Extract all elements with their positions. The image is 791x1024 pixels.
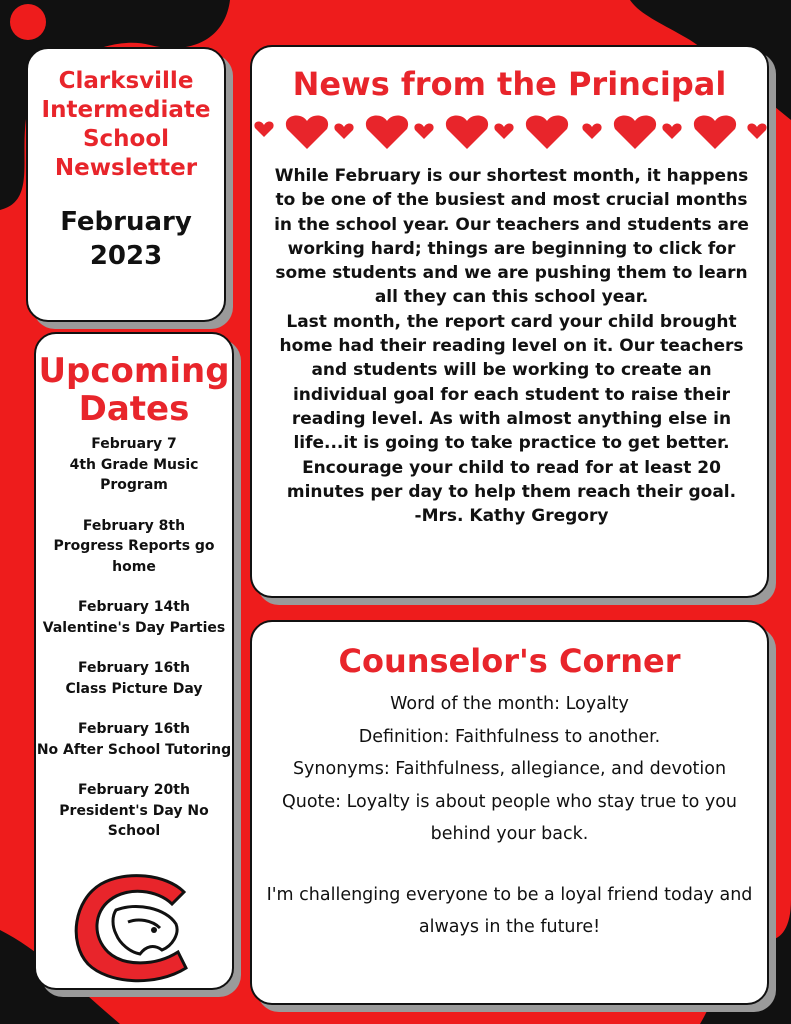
event-date: February 14th — [78, 599, 190, 615]
news-paragraph-2: Last month, the report card your child brought home had their reading level on it. Our teachers and students will be working to create an individual goal for each student to raise their reading level. As with almost anything else in life...it is going to take practice to get better. Encourage your child to read for at least 20 minutes per day to help them reach their goal. — [279, 311, 744, 502]
word-of-month: Word of the month: Loyalty — [390, 694, 629, 714]
event-item — [36, 597, 232, 638]
upcoming-dates-card — [34, 332, 234, 990]
challenge: I'm challenging everyone to be a loyal friend today and always in the future! — [266, 884, 753, 937]
event-desc: Valentine's Day Parties — [42, 619, 226, 636]
spacer — [266, 851, 753, 879]
event-desc: 4th Grade Music Program — [69, 456, 199, 493]
event-desc: No After School Tutoring — [36, 741, 232, 758]
event-date: February 20th — [78, 782, 190, 798]
event-item — [36, 780, 232, 842]
event-item — [36, 434, 232, 496]
definition: Definition: Faithfulness to another. — [358, 726, 661, 747]
principal-news-card — [250, 45, 769, 598]
news-paragraph-1: While February is our shortest month, it happens to be one of the busiest and most crucial months in the school year. Our teachers and students are working hard; things are beginning to click for some students and we are pushing them to learn all they can this school year. — [274, 166, 749, 308]
event-item — [36, 516, 232, 578]
event-date: February 8th — [82, 517, 186, 534]
event-desc: Class Picture Day — [65, 680, 203, 697]
news-heading: News from the Principal — [292, 65, 727, 103]
counselor-heading: Counselor's Corner — [338, 642, 681, 680]
quote: Quote: Loyalty is about people who stay true to you behind your back. — [281, 791, 738, 844]
news-body — [270, 164, 753, 528]
counselor-corner-card — [250, 620, 769, 1005]
event-date: February 7 — [91, 436, 177, 452]
event-date: February 16th — [78, 660, 190, 676]
hearts-divider-icon — [252, 115, 771, 165]
event-item — [36, 658, 232, 699]
news-signature: -Mrs. Kathy Gregory — [414, 506, 609, 527]
school-name: Clarksville Intermediate School Newsletter — [41, 68, 211, 181]
synonyms: Synonyms: Faithfulness, allegiance, and devotion — [292, 759, 727, 779]
cougar-logo-icon — [66, 872, 198, 984]
event-date: February 16th — [78, 721, 190, 737]
event-desc: Progress Reports go home — [53, 538, 215, 575]
event-desc: President's Day No School — [59, 802, 209, 839]
event-item — [36, 719, 232, 760]
upcoming-dates-heading: Upcoming Dates — [38, 351, 230, 429]
newsletter-title-card — [26, 47, 226, 322]
counselor-body — [252, 688, 767, 944]
newsletter-month: February 2023 — [60, 207, 192, 271]
event-list — [36, 434, 232, 842]
